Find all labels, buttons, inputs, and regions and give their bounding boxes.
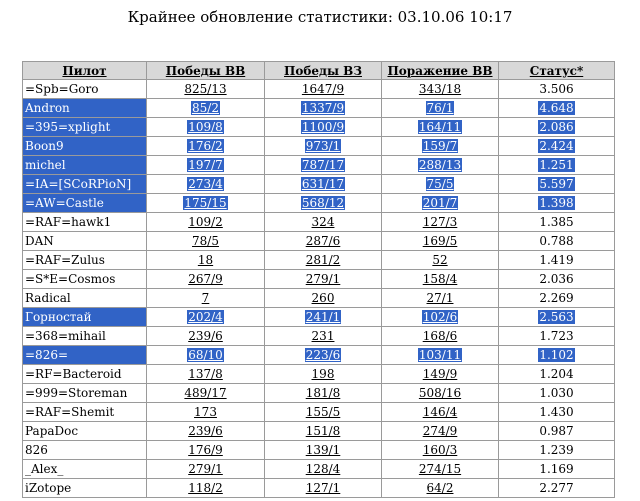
pilot-cell: Andron — [25, 101, 70, 115]
pilot-cell — [23, 80, 147, 99]
status-cell — [499, 232, 615, 251]
losses-air-cell — [382, 99, 499, 118]
table-row — [23, 80, 615, 99]
wins-ground-cell — [265, 365, 382, 384]
status-cell — [499, 327, 615, 346]
wins-air-cell — [147, 327, 265, 346]
wins-air-link[interactable]: 68/10 — [188, 348, 223, 362]
table-row — [23, 99, 615, 118]
losses-air-link[interactable]: 288/13 — [418, 158, 462, 172]
pilot-cell — [23, 99, 147, 118]
pilot-cell — [23, 137, 147, 156]
pilot-cell: 826 — [25, 443, 48, 457]
pilot-cell — [23, 327, 147, 346]
losses-air-cell — [382, 156, 499, 175]
losses-air-cell — [382, 194, 499, 213]
wins-ground-cell — [265, 99, 382, 118]
wins-ground-cell — [265, 289, 382, 308]
losses-air-link[interactable]: 169/5 — [422, 234, 458, 248]
status-cell — [499, 289, 615, 308]
status-cell: 1.169 — [539, 462, 574, 476]
wins-air-cell — [147, 270, 265, 289]
pilot-cell: =Spb=Goro — [25, 82, 99, 96]
wins-ground-link[interactable]: 324 — [311, 215, 335, 229]
pilot-cell: =395=xplight — [25, 120, 111, 134]
table-row — [23, 137, 615, 156]
status-cell: 0.788 — [539, 234, 574, 248]
wins-ground-cell — [265, 460, 382, 479]
wins-ground-cell — [265, 422, 382, 441]
pilot-cell: =RAF=hawk1 — [25, 215, 112, 229]
wins-ground-link[interactable]: 568/12 — [301, 196, 345, 210]
status-cell: 1.239 — [539, 443, 574, 457]
pilot-cell: PapaDoc — [25, 424, 79, 438]
pilot-cell: DAN — [25, 234, 54, 248]
table-row — [23, 118, 615, 137]
wins-air-link[interactable]: 202/4 — [188, 310, 223, 324]
pilot-cell — [23, 479, 147, 498]
wins-air-link[interactable]: 489/17 — [184, 386, 227, 400]
pilot-cell — [23, 194, 147, 213]
status-cell — [499, 422, 615, 441]
wins-ground-link[interactable]: 198 — [311, 367, 335, 381]
losses-air-cell — [382, 422, 499, 441]
status-cell — [499, 308, 615, 327]
wins-ground-cell — [265, 479, 382, 498]
pilot-cell — [23, 270, 147, 289]
status-cell: 1.204 — [539, 367, 574, 381]
wins-air-link[interactable]: 173 — [194, 405, 217, 419]
status-cell — [499, 441, 615, 460]
wins-ground-cell — [265, 137, 382, 156]
status-cell: 1.102 — [539, 348, 574, 362]
losses-air-link[interactable]: 343/18 — [418, 82, 462, 96]
column-header-pilot[interactable]: Пилот — [23, 62, 147, 80]
losses-air-cell — [382, 327, 499, 346]
status-cell: 1.385 — [539, 215, 574, 229]
stats-table — [22, 61, 615, 498]
status-cell: 2.086 — [539, 120, 574, 134]
pilot-cell: =IA=[SCoRPioN] — [25, 177, 132, 191]
table-row — [23, 403, 615, 422]
wins-air-link[interactable]: 197/7 — [188, 158, 223, 172]
status-cell: 1.723 — [539, 329, 574, 343]
losses-air-cell — [382, 365, 499, 384]
table-row — [23, 270, 615, 289]
status-cell — [499, 365, 615, 384]
wins-air-link[interactable]: 7 — [201, 291, 210, 305]
pilot-cell — [23, 175, 147, 194]
table-row — [23, 460, 615, 479]
wins-air-cell — [147, 99, 265, 118]
pilot-cell: =AW=Castle — [25, 196, 104, 210]
status-cell: 2.424 — [539, 139, 574, 153]
pilot-cell — [23, 118, 147, 137]
status-cell — [499, 118, 615, 137]
losses-air-link[interactable]: 75/5 — [426, 177, 454, 191]
wins-air-link[interactable]: 78/5 — [192, 234, 219, 248]
losses-air-cell — [382, 289, 499, 308]
pilot-cell — [23, 308, 147, 327]
wins-ground-link[interactable]: 223/6 — [305, 348, 341, 362]
status-cell: 2.563 — [539, 310, 574, 324]
wins-ground-link[interactable]: 155/5 — [305, 405, 341, 419]
wins-ground-link[interactable]: 1337/9 — [301, 101, 345, 115]
wins-air-link[interactable]: 85/2 — [192, 101, 219, 115]
wins-air-cell — [147, 213, 265, 232]
wins-ground-cell — [265, 251, 382, 270]
pilot-cell: =368=mihail — [25, 329, 106, 343]
pilot-cell: iZotope — [25, 481, 72, 495]
wins-air-cell — [147, 289, 265, 308]
status-cell: 1.398 — [539, 196, 574, 210]
table-row — [23, 213, 615, 232]
losses-air-cell — [382, 213, 499, 232]
wins-air-cell — [147, 479, 265, 498]
pilot-cell — [23, 441, 147, 460]
wins-air-link[interactable]: 137/8 — [188, 367, 223, 381]
wins-ground-link[interactable]: 127/1 — [305, 481, 341, 495]
wins-air-link[interactable]: 267/9 — [188, 272, 223, 286]
wins-air-cell — [147, 308, 265, 327]
wins-air-cell — [147, 441, 265, 460]
status-cell — [499, 270, 615, 289]
wins-air-cell — [147, 156, 265, 175]
pilot-cell: =826= — [25, 348, 69, 362]
wins-air-cell — [147, 194, 265, 213]
losses-air-cell — [382, 460, 499, 479]
status-cell: 5.597 — [539, 177, 574, 191]
column-header-losses-air[interactable]: Поражение ВВ — [382, 62, 499, 80]
wins-air-link[interactable]: 118/2 — [188, 481, 223, 495]
wins-ground-link[interactable]: 279/1 — [305, 272, 341, 286]
status-cell: 1.430 — [539, 405, 574, 419]
table-row — [23, 232, 615, 251]
losses-air-cell — [382, 137, 499, 156]
wins-ground-link[interactable]: 1100/9 — [301, 120, 345, 134]
pilot-cell: Горностай — [25, 310, 92, 324]
wins-air-cell — [147, 118, 265, 137]
pilot-cell — [23, 156, 147, 175]
losses-air-link[interactable]: 168/6 — [422, 329, 458, 343]
table-row — [23, 327, 615, 346]
wins-ground-cell — [265, 80, 382, 99]
losses-air-cell — [382, 403, 499, 422]
wins-ground-cell — [265, 118, 382, 137]
wins-air-cell — [147, 251, 265, 270]
wins-ground-cell — [265, 403, 382, 422]
wins-ground-link[interactable]: 287/6 — [305, 234, 341, 248]
table-row — [23, 289, 615, 308]
pilot-cell: michel — [25, 158, 66, 172]
losses-air-link[interactable]: 103/11 — [418, 348, 462, 362]
status-cell: 0.987 — [539, 424, 574, 438]
losses-air-link[interactable]: 64/2 — [426, 481, 454, 495]
status-cell: 1.251 — [539, 158, 574, 172]
wins-ground-cell — [265, 327, 382, 346]
wins-air-cell — [147, 403, 265, 422]
wins-ground-link[interactable]: 260 — [311, 291, 335, 305]
pilot-cell: =RAF=Zulus — [25, 253, 105, 267]
column-header-wins-ground[interactable]: Победы ВЗ — [265, 62, 382, 80]
wins-air-cell — [147, 80, 265, 99]
wins-air-link[interactable]: 18 — [197, 253, 214, 267]
pilot-cell: =RF=Bacteroid — [25, 367, 122, 381]
pilot-cell — [23, 251, 147, 270]
header-row — [23, 62, 615, 80]
wins-ground-cell — [265, 308, 382, 327]
losses-air-cell — [382, 232, 499, 251]
pilot-cell: Radical — [25, 291, 71, 305]
page-title: Крайнее обновление статистики: 03.10.06 10:17 — [127, 8, 513, 26]
table-row — [23, 308, 615, 327]
table-row — [23, 346, 615, 365]
wins-ground-cell — [265, 194, 382, 213]
losses-air-link[interactable]: 160/3 — [422, 443, 458, 457]
wins-ground-link[interactable]: 128/4 — [305, 462, 341, 476]
pilot-cell — [23, 460, 147, 479]
wins-air-link[interactable]: 239/6 — [188, 329, 223, 343]
losses-air-link[interactable]: 27/1 — [426, 291, 454, 305]
status-cell: 1.419 — [539, 253, 574, 267]
losses-air-link[interactable]: 159/7 — [422, 139, 458, 153]
wins-ground-link[interactable]: 231 — [311, 329, 335, 343]
wins-air-link[interactable]: 176/2 — [188, 139, 223, 153]
losses-air-link[interactable]: 52 — [432, 253, 448, 267]
pilot-cell: Boon9 — [25, 139, 64, 153]
status-cell — [499, 194, 615, 213]
status-cell — [499, 403, 615, 422]
wins-ground-cell — [265, 156, 382, 175]
losses-air-cell — [382, 384, 499, 403]
losses-air-cell — [382, 479, 499, 498]
pilot-cell: =999=Storeman — [25, 386, 128, 400]
table-row — [23, 479, 615, 498]
status-cell: 2.277 — [539, 481, 574, 495]
pilot-cell: =S*E=Cosmos — [25, 272, 116, 286]
table-row — [23, 441, 615, 460]
wins-ground-link[interactable]: 181/8 — [305, 386, 341, 400]
table-row — [23, 251, 615, 270]
table-row — [23, 175, 615, 194]
table-row — [23, 384, 615, 403]
pilot-cell — [23, 403, 147, 422]
status-cell — [499, 137, 615, 156]
table-row — [23, 194, 615, 213]
wins-air-cell — [147, 384, 265, 403]
pilot-cell: _Alex_ — [25, 462, 64, 476]
status-cell — [499, 99, 615, 118]
losses-air-cell — [382, 175, 499, 194]
losses-air-cell — [382, 270, 499, 289]
wins-ground-link[interactable]: 1647/9 — [301, 82, 345, 96]
pilot-cell — [23, 289, 147, 308]
losses-air-link[interactable]: 149/9 — [422, 367, 458, 381]
wins-air-cell — [147, 365, 265, 384]
status-cell — [499, 213, 615, 232]
wins-air-cell — [147, 346, 265, 365]
losses-air-cell — [382, 346, 499, 365]
wins-air-cell — [147, 460, 265, 479]
status-cell — [499, 460, 615, 479]
status-cell — [499, 479, 615, 498]
losses-air-cell — [382, 118, 499, 137]
table-row — [23, 156, 615, 175]
wins-ground-cell — [265, 232, 382, 251]
status-cell — [499, 384, 615, 403]
losses-air-link[interactable]: 127/3 — [422, 215, 458, 229]
wins-air-link[interactable]: 273/4 — [188, 177, 223, 191]
losses-air-link[interactable]: 158/4 — [422, 272, 458, 286]
status-cell — [499, 251, 615, 270]
losses-air-link[interactable]: 201/7 — [422, 196, 458, 210]
losses-air-link[interactable]: 146/4 — [422, 405, 458, 419]
losses-air-cell — [382, 441, 499, 460]
wins-air-link[interactable]: 109/8 — [188, 120, 223, 134]
pilot-cell — [23, 384, 147, 403]
wins-ground-link[interactable]: 631/17 — [301, 177, 345, 191]
wins-ground-cell — [265, 441, 382, 460]
losses-air-link[interactable]: 274/15 — [418, 462, 462, 476]
pilot-cell — [23, 365, 147, 384]
column-header-wins-air[interactable]: Победы ВВ — [147, 62, 265, 80]
wins-ground-link[interactable]: 281/2 — [305, 253, 341, 267]
wins-air-link[interactable]: 239/6 — [188, 424, 223, 438]
pilot-cell — [23, 232, 147, 251]
wins-air-link[interactable]: 176/9 — [188, 443, 223, 457]
status-cell — [499, 346, 615, 365]
losses-air-link[interactable]: 508/16 — [418, 386, 462, 400]
wins-ground-link[interactable]: 139/1 — [305, 443, 341, 457]
pilot-cell — [23, 422, 147, 441]
wins-ground-link[interactable]: 241/1 — [305, 310, 341, 324]
wins-ground-cell — [265, 270, 382, 289]
status-cell: 4.648 — [539, 101, 574, 115]
losses-air-cell — [382, 80, 499, 99]
pilot-cell: =RAF=Shemit — [25, 405, 115, 419]
wins-air-link[interactable]: 175/15 — [184, 196, 227, 210]
losses-air-cell — [382, 251, 499, 270]
pilot-cell — [23, 346, 147, 365]
wins-air-cell — [147, 137, 265, 156]
wins-ground-link[interactable]: 151/8 — [305, 424, 341, 438]
losses-air-link[interactable]: 102/6 — [422, 310, 458, 324]
wins-air-link[interactable]: 279/1 — [188, 462, 223, 476]
status-cell — [499, 175, 615, 194]
status-cell — [499, 80, 615, 99]
wins-ground-link[interactable]: 973/1 — [305, 139, 341, 153]
losses-air-link[interactable]: 164/11 — [418, 120, 462, 134]
losses-air-link[interactable]: 76/1 — [426, 101, 454, 115]
wins-ground-cell — [265, 175, 382, 194]
pilot-cell — [23, 213, 147, 232]
status-cell — [499, 156, 615, 175]
status-cell: 2.036 — [539, 272, 574, 286]
wins-air-link[interactable]: 109/2 — [188, 215, 223, 229]
wins-ground-cell — [265, 346, 382, 365]
column-header-status[interactable]: Статус* — [499, 62, 615, 80]
status-cell: 2.269 — [539, 291, 574, 305]
wins-air-cell — [147, 422, 265, 441]
status-cell: 1.030 — [539, 386, 574, 400]
losses-air-cell — [382, 308, 499, 327]
wins-ground-cell — [265, 213, 382, 232]
table-row — [23, 365, 615, 384]
wins-ground-link[interactable]: 787/17 — [301, 158, 345, 172]
wins-ground-cell — [265, 384, 382, 403]
table-row — [23, 422, 615, 441]
losses-air-link[interactable]: 274/9 — [422, 424, 458, 438]
status-cell: 3.506 — [539, 82, 574, 96]
wins-air-cell — [147, 232, 265, 251]
wins-air-cell — [147, 175, 265, 194]
wins-air-link[interactable]: 825/13 — [184, 82, 227, 96]
